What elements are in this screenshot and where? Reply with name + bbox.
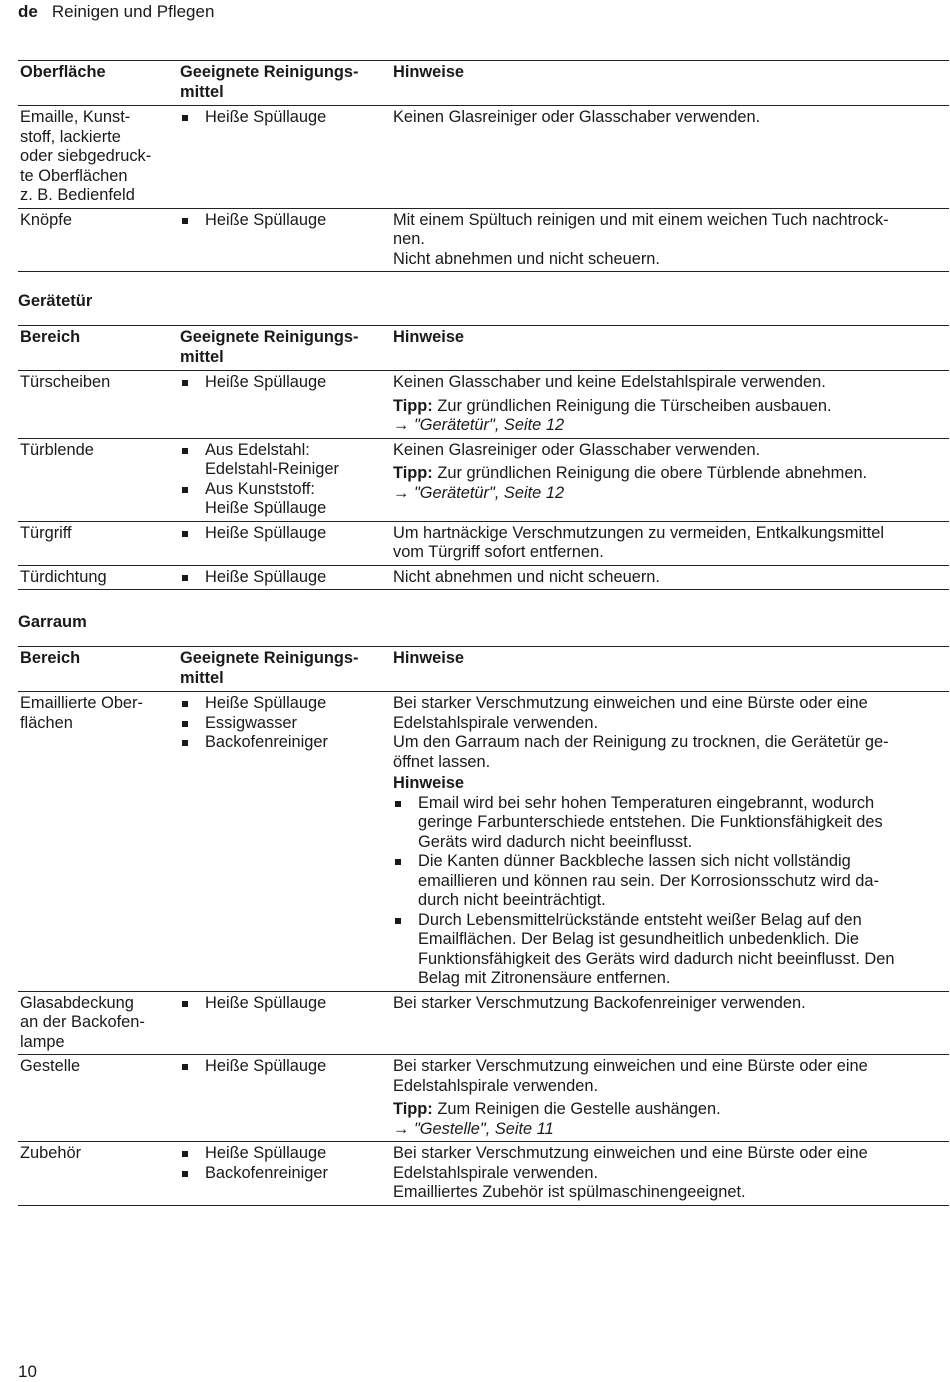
agent-item: Heiße Spüllauge bbox=[180, 211, 393, 231]
agent-item: Backofenreiniger bbox=[180, 733, 393, 753]
row-notes: Bei starker Verschmutzung Backofenreiniger verwenden. bbox=[393, 993, 806, 1012]
tip-label: Tipp: bbox=[393, 464, 433, 482]
note-item: Durch Lebensmittelrückstände entsteht weißer Belag auf den Emailflächen. Der Belag ist gesundheitlich unbedenklich. Die Funktionsfähigkeit des Geräts wird dadurch nicht beeinflusst. Den Belag mit Zitronensäure entfernen. bbox=[393, 911, 949, 989]
table-row bbox=[18, 692, 949, 992]
table-row bbox=[18, 439, 949, 522]
cross-reference-link[interactable]: → "Gerätetür", Seite 12 bbox=[393, 416, 565, 434]
tip bbox=[393, 1100, 949, 1120]
row-notes: Keinen Glasreiniger oder Glasschaber verwenden. bbox=[393, 440, 761, 459]
tip bbox=[393, 464, 949, 484]
agent-item: Heiße Spüllauge bbox=[180, 994, 393, 1014]
chapter-title: Reinigen und Pflegen bbox=[51, 2, 215, 21]
col-header-surface: Oberfläche bbox=[20, 63, 106, 81]
agent-item: Backofenreiniger bbox=[180, 1164, 393, 1184]
tip-text: Zur gründlichen Reinigung die obere Türblende abnehmen. bbox=[432, 464, 868, 482]
row-notes: Bei starker Verschmutzung einweichen und eine Bürste oder eine Edelstahlspirale verwenden. bbox=[393, 1057, 868, 1095]
row-area: Knöpfe bbox=[20, 210, 72, 229]
note-item: Die Kanten dünner Backbleche lassen sich nicht vollständig emaillieren und können rau sein. Der Korrosionsschutz wird da- durch nicht beeinträchtigt. bbox=[393, 852, 949, 911]
agent-item: Heiße Spüllauge bbox=[180, 524, 393, 544]
door-table bbox=[18, 325, 949, 590]
col-header-area: Bereich bbox=[20, 328, 81, 346]
col-header-agents: Geeignete Reinigungs- mittel bbox=[180, 649, 359, 687]
agent-item: Heiße Spüllauge bbox=[180, 1144, 393, 1164]
section-title-oven: Garraum bbox=[18, 613, 87, 631]
tip-text: Zur gründlichen Reinigung die Türscheiben ausbauen. bbox=[432, 396, 832, 415]
col-header-notes: Hinweise bbox=[393, 328, 465, 346]
note-item: Email wird bei sehr hohen Temperaturen eingebrannt, wodurch geringe Farbunterschiede entstehen. Die Funktionsfähigkeit des Geräts wird dadurch nicht beeinflusst. bbox=[393, 794, 949, 853]
surface-table bbox=[18, 60, 949, 272]
table-row bbox=[18, 209, 949, 273]
row-notes: Bei starker Verschmutzung einweichen und eine Bürste oder eine Edelstahlspirale verwenden. Emailliertes Zubehör ist spülmaschinengeeignet. bbox=[393, 1144, 868, 1201]
table-header bbox=[18, 60, 949, 106]
row-area: Türscheiben bbox=[20, 373, 111, 391]
tip-label: Tipp: bbox=[393, 1100, 433, 1118]
table-row bbox=[18, 1142, 949, 1206]
tip-text: Zum Reinigen die Gestelle aushängen. bbox=[432, 1100, 721, 1118]
agent-item: Heiße Spüllauge bbox=[180, 373, 393, 393]
table-row bbox=[18, 106, 949, 209]
row-notes: Keinen Glasschaber und keine Edelstahlspirale verwenden. bbox=[393, 373, 826, 391]
row-notes: Keinen Glasreiniger oder Glasschaber verwenden. bbox=[393, 108, 761, 126]
row-area: Emaille, Kunst- stoff, lackierte oder siebgedruck- te Oberflächen z. B. Bedienfeld bbox=[20, 108, 152, 204]
agent-item: Heiße Spüllauge bbox=[180, 694, 393, 714]
tip bbox=[393, 397, 949, 417]
cross-reference-link[interactable]: → "Gestelle", Seite 11 bbox=[393, 1119, 554, 1138]
table-header bbox=[18, 325, 949, 371]
table-row bbox=[18, 1055, 949, 1142]
oven-table bbox=[18, 646, 949, 1206]
agent-item: Heiße Spüllauge bbox=[180, 1057, 393, 1077]
row-notes: Bei starker Verschmutzung einweichen und eine Bürste oder eine Edelstahlspirale verwenden. Um den Garraum nach der Reinigung zu trocknen, die Gerätetür ge- öffnet lassen. bbox=[393, 694, 889, 771]
row-area: Türgriff bbox=[20, 523, 72, 542]
agent-item: Aus Kunststoff: Heiße Spüllauge bbox=[180, 480, 393, 519]
table-row bbox=[18, 522, 949, 566]
col-header-agents: Geeignete Reinigungs- mittel bbox=[180, 328, 359, 366]
agent-item: Heiße Spüllauge bbox=[180, 108, 393, 128]
row-area: Emaillierte Ober- flächen bbox=[20, 694, 143, 732]
row-area: Glasabdeckung an der Backofen- lampe bbox=[20, 993, 145, 1051]
row-area: Türdichtung bbox=[20, 567, 107, 586]
row-area: Türblende bbox=[20, 440, 94, 459]
table-header bbox=[18, 646, 949, 692]
cross-reference-link[interactable]: → "Gerätetür", Seite 12 bbox=[393, 483, 565, 502]
col-header-area: Bereich bbox=[20, 649, 81, 667]
page-number: 10 bbox=[18, 1362, 37, 1381]
row-notes: Nicht abnehmen und nicht scheuern. bbox=[393, 567, 660, 586]
row-notes: Um hartnäckige Verschmutzungen zu vermeiden, Entkalkungsmittel vom Türgriff sofort entfernen. bbox=[393, 523, 885, 561]
row-notes: Mit einem Spültuch reinigen und mit einem weichen Tuch nachtrock- nen. Nicht abnehmen und nicht scheuern. bbox=[393, 210, 889, 268]
col-header-notes: Hinweise bbox=[393, 649, 465, 667]
table-row bbox=[18, 566, 949, 591]
row-area: Gestelle bbox=[20, 1057, 81, 1075]
table-row bbox=[18, 371, 949, 439]
col-header-agents: Geeignete Reinigungs- mittel bbox=[180, 63, 359, 101]
page-header bbox=[18, 1, 214, 23]
agent-item: Heiße Spüllauge bbox=[180, 568, 393, 588]
agent-item: Aus Edelstahl: Edelstahl-Reiniger bbox=[180, 441, 393, 480]
agent-item: Essigwasser bbox=[180, 714, 393, 734]
row-area: Zubehör bbox=[20, 1144, 82, 1162]
notes-subheading: Hinweise bbox=[393, 774, 465, 792]
col-header-notes: Hinweise bbox=[393, 63, 465, 81]
section-title-door: Gerätetür bbox=[18, 292, 93, 310]
tip-label: Tipp: bbox=[393, 396, 433, 415]
language-code: de bbox=[18, 2, 38, 21]
table-row bbox=[18, 992, 949, 1056]
